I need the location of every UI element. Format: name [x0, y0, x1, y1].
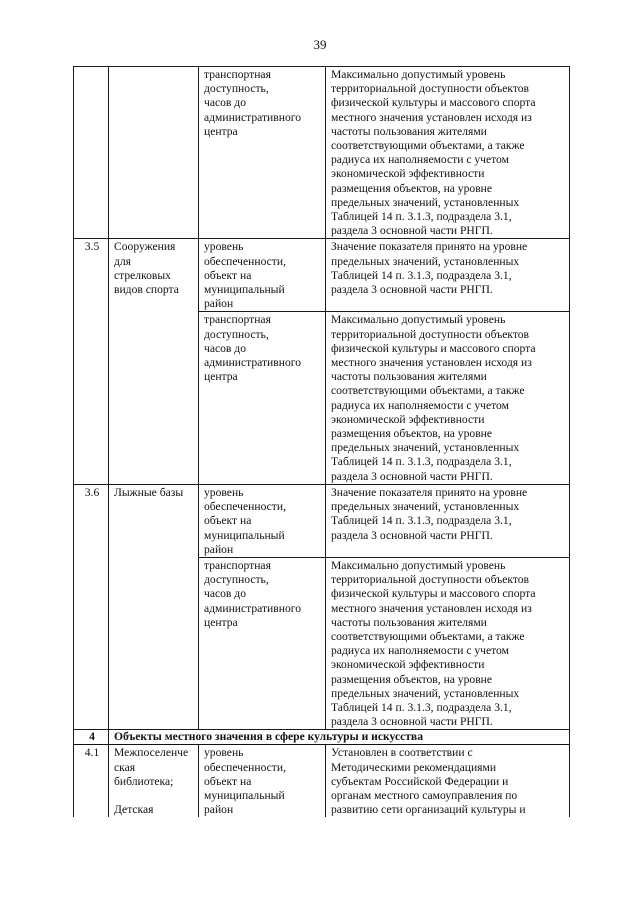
- cell-text-line: предельных значений, установленных: [331, 686, 520, 700]
- cell-text-line: видов спорта: [114, 283, 179, 297]
- indicator-cell: [199, 67, 326, 239]
- cell-text-line: Межпоселенче: [114, 746, 189, 760]
- section-title-cell: Объекты местного значения в сфере культуры и искусства: [109, 730, 570, 745]
- object-name-cell: [109, 745, 199, 818]
- cell-text-line: экономической эффективности: [331, 412, 485, 426]
- cell-text-line: территориальной доступности объектов: [331, 327, 530, 341]
- cell-text-line: транспортная: [204, 558, 271, 572]
- value-cell: [326, 484, 570, 557]
- cell-text-line: стрелковых: [114, 268, 171, 282]
- item-number-cell: 4.1: [74, 745, 109, 818]
- cell-text-line: объект на: [204, 514, 252, 528]
- cell-text-line: Таблицей 14 п. 3.1.3, подраздела 3.1,: [331, 700, 512, 714]
- cell-text-line: транспортная: [204, 313, 271, 327]
- cell-text-line: субъектам Российской Федерации и: [331, 774, 509, 788]
- cell-text-line: радиуса их наполняемости с учетом: [331, 644, 509, 658]
- cell-text-line: Значение показателя принято на уровне: [331, 240, 528, 254]
- cell-text-line: размещения объектов, на уровне: [331, 181, 493, 195]
- cell-text-line: Максимально допустимый уровень: [331, 313, 506, 327]
- object-name-cell: [109, 484, 199, 729]
- object-name-cell: [109, 239, 199, 484]
- cell-text-line: для: [114, 254, 132, 268]
- cell-text-line: местного значения установлен исходя из: [331, 356, 532, 370]
- item-number-cell: 3.6: [74, 484, 109, 729]
- cell-text-line: транспортная: [204, 68, 271, 81]
- cell-text-line: центра: [204, 124, 238, 138]
- cell-text-line: предельных значений, установленных: [331, 254, 520, 268]
- table-row: [74, 67, 570, 239]
- cell-text-line: уровень: [204, 240, 244, 254]
- cell-text-line: радиуса их наполняемости с учетом: [331, 398, 509, 412]
- cell-text-line: район: [204, 297, 234, 311]
- indicator-cell: [199, 239, 326, 312]
- cell-text-line: муниципальный: [204, 283, 285, 297]
- cell-text-line: соответствующими объектами, а также: [331, 629, 525, 643]
- cell-text-line: предельных значений, установленных: [331, 441, 520, 455]
- cell-text-line: обеспеченности,: [204, 254, 286, 268]
- cell-text-line: экономической эффективности: [331, 167, 485, 181]
- section-row: [74, 730, 570, 745]
- cell-text-line: муниципальный: [204, 788, 285, 802]
- value-cell: [326, 557, 570, 729]
- cell-text-line: раздела 3 основной части РНГП.: [331, 224, 493, 238]
- item-number-cell: [74, 67, 109, 239]
- indicator-cell: [199, 484, 326, 557]
- cell-text-line: органам местного самоуправления по: [331, 788, 518, 802]
- value-cell: [326, 67, 570, 239]
- cell-text-line: Таблицей 14 п. 3.1.3, подраздела 3.1,: [331, 514, 512, 528]
- cell-text-line: центра: [204, 615, 238, 629]
- table-row: [74, 745, 570, 818]
- cell-text-line: радиуса их наполняемости с учетом: [331, 153, 509, 167]
- indicator-cell: [199, 557, 326, 729]
- page-number: 39: [313, 37, 327, 52]
- cell-text-line: частоты пользования жителями: [331, 615, 487, 629]
- cell-text-line: размещения объектов, на уровне: [331, 427, 493, 441]
- table-row: [74, 239, 570, 312]
- cell-text-line: раздела 3 основной части РНГП.: [331, 715, 493, 729]
- cell-text-line: Таблицей 14 п. 3.1.3, подраздела 3.1,: [331, 455, 512, 469]
- cell-text-line: физической культуры и массового спорта: [331, 341, 536, 355]
- cell-text-line: частоты пользования жителями: [331, 370, 487, 384]
- cell-text-line: Методическими рекомендациями: [331, 760, 497, 774]
- cell-text-line: часов до: [204, 341, 246, 355]
- value-cell: [326, 312, 570, 484]
- cell-text-line: территориальной доступности объектов: [331, 573, 530, 587]
- table-row: [74, 484, 570, 557]
- cell-text-line: административного: [204, 601, 302, 615]
- cell-text-line: физической культуры и массового спорта: [331, 96, 536, 110]
- cell-text-line: часов до: [204, 96, 246, 110]
- object-name-cell: [109, 67, 199, 239]
- cell-text-line: Таблицей 14 п. 3.1.3, подраздела 3.1,: [331, 268, 512, 282]
- cell-text-line: доступность,: [204, 82, 269, 96]
- value-cell: [326, 239, 570, 312]
- cell-text-line: объект на: [204, 268, 252, 282]
- cell-text-line: Таблицей 14 п. 3.1.3, подраздела 3.1,: [331, 210, 512, 224]
- cell-text-line: обеспеченности,: [204, 500, 286, 514]
- cell-text-line: местного значения установлен исходя из: [331, 110, 532, 124]
- cell-text-line: предельных значений, установленных: [331, 195, 520, 209]
- cell-text-line: соответствующими объектами, а также: [331, 139, 525, 153]
- cell-text-line: ская: [114, 760, 136, 774]
- cell-text-line: местного значения установлен исходя из: [331, 601, 532, 615]
- cell-text-line: район: [204, 803, 234, 817]
- indicator-cell: [199, 745, 326, 818]
- cell-text-line: раздела 3 основной части РНГП.: [331, 283, 493, 297]
- cell-text-line: территориальной доступности объектов: [331, 82, 530, 96]
- cell-text-line: доступность,: [204, 573, 269, 587]
- cell-text-line: размещения объектов, на уровне: [331, 672, 493, 686]
- cell-text-line: экономической эффективности: [331, 658, 485, 672]
- cell-text-line: часов до: [204, 587, 246, 601]
- cell-text-line: [114, 789, 195, 803]
- cell-text-line: обеспеченности,: [204, 760, 286, 774]
- cell-text-line: частоты пользования жителями: [331, 124, 487, 138]
- item-number-cell: 3.5: [74, 239, 109, 484]
- cell-text-line: административного: [204, 356, 302, 370]
- cell-text-line: раздела 3 основной части РНГП.: [331, 528, 493, 542]
- indicator-cell: [199, 312, 326, 484]
- cell-text-line: муниципальный: [204, 528, 285, 542]
- cell-text-line: Максимально допустимый уровень: [331, 68, 506, 81]
- cell-text-line: предельных значений, установленных: [331, 500, 520, 514]
- cell-text-line: объект на: [204, 774, 252, 788]
- cell-text-line: Значение показателя принято на уровне: [331, 485, 528, 499]
- cell-text-line: библиотека;: [114, 774, 174, 788]
- cell-text-line: административного: [204, 110, 302, 124]
- cell-text-line: район: [204, 542, 234, 556]
- norms-table: [73, 66, 570, 817]
- value-cell: [326, 745, 570, 818]
- cell-text-line: уровень: [204, 485, 244, 499]
- cell-text-line: Сооружения: [114, 240, 176, 254]
- section-number-cell: 4: [74, 730, 109, 745]
- cell-text-line: доступность,: [204, 327, 269, 341]
- cell-text-line: Лыжные базы: [114, 485, 184, 499]
- cell-text-line: Детская: [114, 802, 154, 816]
- cell-text-line: раздела 3 основной части РНГП.: [331, 469, 493, 483]
- cell-text-line: Максимально допустимый уровень: [331, 558, 506, 572]
- cell-text-line: развитию сети организаций культуры и: [331, 803, 526, 817]
- cell-text-line: центра: [204, 370, 238, 384]
- cell-text-line: соответствующими объектами, а также: [331, 384, 525, 398]
- cell-text-line: уровень: [204, 746, 244, 760]
- cell-text-line: Установлен в соответствии с: [331, 746, 473, 760]
- cell-text-line: физической культуры и массового спорта: [331, 587, 536, 601]
